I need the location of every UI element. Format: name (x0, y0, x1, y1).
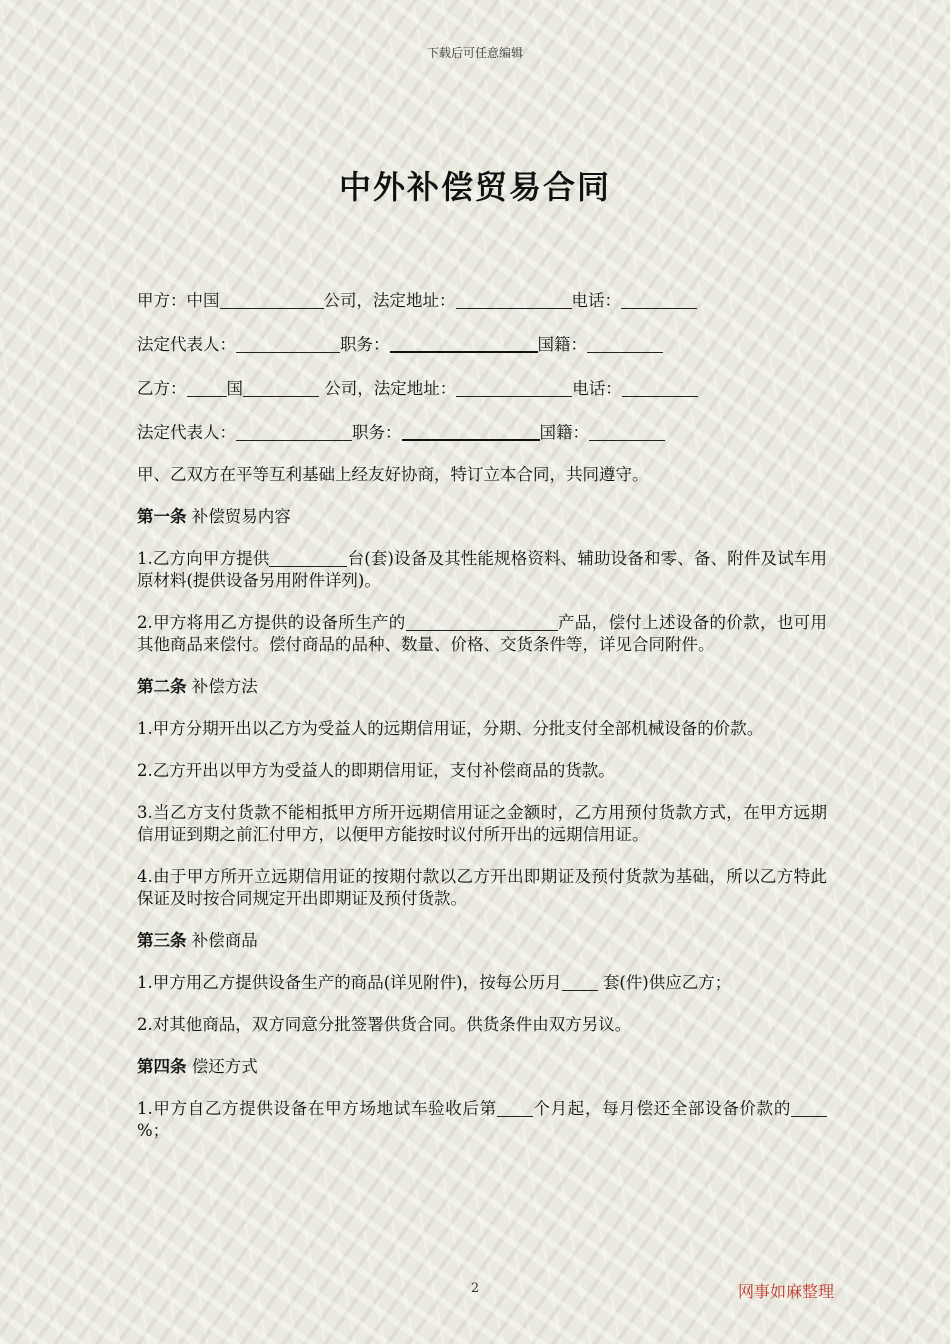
blank-field (621, 292, 697, 309)
blank-field (236, 424, 352, 441)
blank-field (456, 292, 572, 309)
article-title: 偿还方式 (186, 1057, 258, 1076)
article-number: 第二条 (137, 677, 187, 696)
party-a-label: 甲方：中国 (137, 291, 220, 310)
blank-field (390, 335, 538, 353)
article-2-clause-4: 4.由于甲方所开立远期信用证的按期付款以乙方开出即期证及预付货款为基础，所以乙方特此保证及时按合同规定开出即期证及预付货款。 (137, 867, 827, 908)
article-number: 第三条 (137, 931, 187, 950)
blank-field (456, 380, 572, 397)
blank-field (497, 1100, 533, 1117)
article-3-clause-1: 1.甲方用乙方提供设备生产的商品(详见附件)，按每公历月 套(件)供应乙方； (137, 973, 732, 992)
blank-field (406, 614, 558, 631)
page-number: 2 (470, 1281, 480, 1296)
article-number: 第一条 (137, 507, 187, 526)
nationality-label: 国籍： (539, 423, 589, 442)
blank-field (587, 336, 663, 353)
blank-field (562, 974, 598, 991)
position-label: 职务： (340, 335, 390, 354)
representative-label: 法定代表人： (137, 335, 236, 354)
phone-label: 电话： (571, 291, 621, 310)
party-b-label: 乙方： (137, 379, 187, 398)
article-3-clause-2: 2.对其他商品，双方同意分批签署供货合同。供货条件由双方另议。 (137, 1015, 632, 1034)
header-note: 下载后可任意编辑 (426, 46, 523, 60)
article-title: 补偿贸易内容 (186, 507, 291, 526)
article-title: 补偿商品 (186, 931, 258, 950)
country-label: 国 (226, 379, 243, 398)
article-title: 补偿方法 (186, 677, 258, 696)
contract-body (137, 290, 827, 1142)
blank-field (589, 424, 665, 441)
article-2-clause-1: 1.甲方分期开出以乙方为受益人的远期信用证，分期、分批支付全部机械设备的价款。 (137, 719, 764, 738)
blank-field (187, 380, 227, 397)
article-1-heading (137, 506, 827, 528)
blank-field (269, 550, 347, 567)
representative-label: 法定代表人： (137, 423, 236, 442)
party-b-line-1 (137, 378, 827, 400)
blank-field (622, 380, 698, 397)
blank-field (243, 380, 319, 397)
article-1-clause-2: 2.甲方将用乙方提供的设备所生产的 产品，偿付上述设备的价款，也可用其他商品来偿付。偿付商品的品种、数量、价格、交货条件等，详见合同附件。 (137, 613, 827, 654)
blank-field (402, 423, 540, 441)
article-4-heading (137, 1056, 827, 1078)
position-label: 职务： (352, 423, 402, 442)
party-a-line-2 (137, 334, 827, 356)
article-1-clause-1: 1.乙方向甲方提供 台(套)设备及其性能规格资料、辅助设备和零、备、附件及试车用原材料(提供设备另用附件详列)。 (137, 549, 827, 590)
party-b-line-2 (137, 422, 827, 444)
blank-field (236, 336, 340, 353)
article-3-heading (137, 930, 827, 952)
address-label: 公司，法定地址： (319, 379, 457, 398)
party-a-line-1 (137, 290, 827, 312)
footer-brand: 网事如麻整理 (738, 1282, 835, 1301)
article-2-clause-3: 3.当乙方支付货款不能相抵甲方所开远期信用证之金额时，乙方用预付货款方式，在甲方远期信用证到期之前汇付甲方，以便甲方能按时议付所开出的远期信用证。 (137, 803, 827, 844)
article-4-clause-1: 1.甲方自乙方提供设备在甲方场地试车验收后第 个月起，每月偿还全部设备价款的%； (137, 1098, 827, 1142)
page-title: 中外补偿贸易合同 (338, 168, 611, 206)
intro-paragraph: 甲、乙双方在平等互利基础上经友好协商，特订立本合同，共同遵守。 (137, 465, 649, 484)
article-number: 第四条 (137, 1057, 187, 1076)
blank-field (220, 292, 324, 309)
nationality-label: 国籍： (537, 335, 587, 354)
blank-field (791, 1100, 827, 1117)
article-2-heading (137, 676, 827, 698)
article-2-clause-2: 2.乙方开出以甲方为受益人的即期信用证，支付补偿商品的货款。 (137, 761, 615, 780)
address-label: 公司，法定地址： (323, 291, 456, 310)
phone-label: 电话： (572, 379, 622, 398)
